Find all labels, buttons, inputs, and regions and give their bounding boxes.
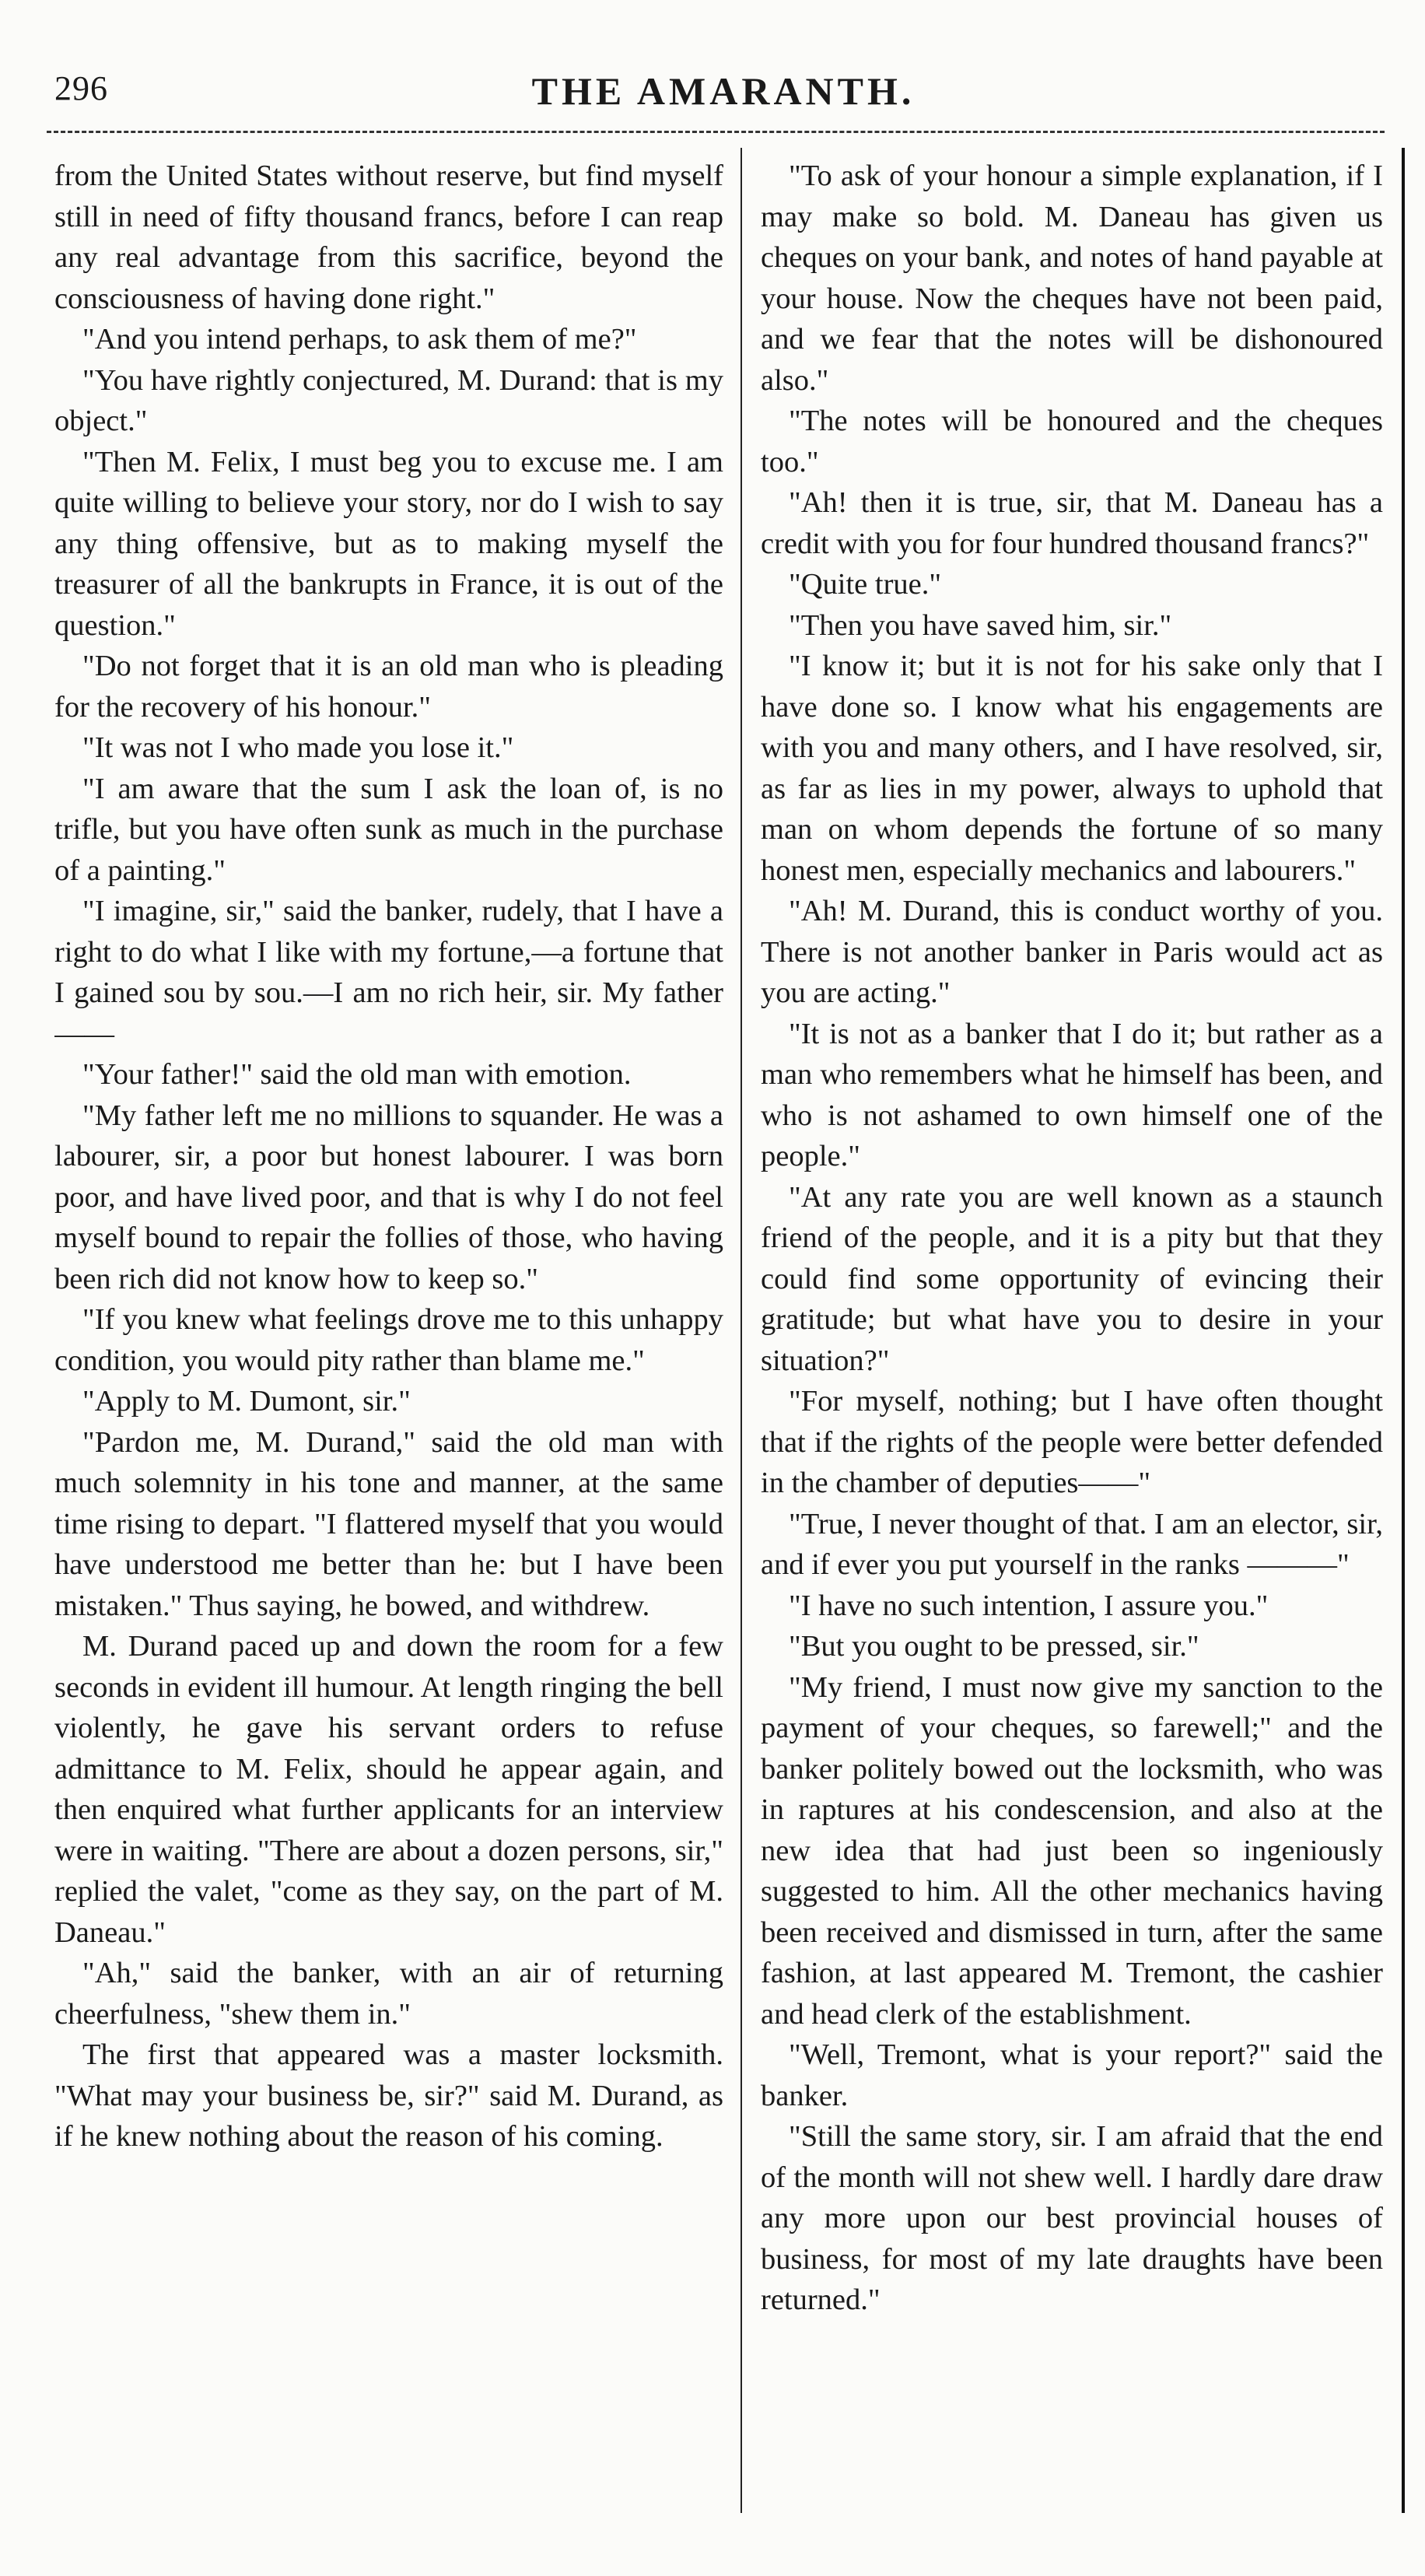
paragraph: "Quite true." [789,568,942,601]
paragraph: M. Durand paced up and down the room for a few seconds in evident ill humour. At length ringing the bell violently, he gave his servant orders to refuse admittance to M. Felix, should he appear again, and then enquired what further applicants for an interview were in waiting. "There are about a dozen persons, sir," replied the valet, "come as they say, on the part of M. Daneau." [54,1630,723,1949]
paragraph: from the United States without reserve, but find myself still in need of fifty thousand francs, before I can reap any real advantage from this sacrifice, beyond the consciousness of having done right." [54,159,723,315]
paragraph: "My father left me no millions to squander. He was a labourer, sir, a poor but honest labourer. I was born poor, and have lived poor, and that is why I do not feel myself bound to repair the follies of those, who having been rich did not know how to keep so." [54,1099,723,1295]
paragraph: "To ask of your honour a simple explanation, if I may make so bold. M. Daneau has given us cheques on your bank, and notes of hand payable at your house. Now the cheques have not been paid, and we fear that the notes will be dishonoured also." [761,159,1383,397]
paragraph: "Ah! M. Durand, this is conduct worthy of you. There is not another banker in Paris would act as you are acting." [761,895,1383,1009]
paragraph: "Well, Tremont, what is your report?" said the banker. [761,2038,1383,2112]
paragraph: "I am aware that the sum I ask the loan of, is no trifle, but you have often sunk as much in the purchase of a painting." [54,772,723,887]
paragraph: "Do not forget that it is an old man who is pleading for the recovery of his honour." [54,650,723,724]
paragraph: "You have rightly conjectured, M. Durand: that is my object." [54,363,723,437]
paragraph: "Then you have saved him, sir." [789,608,1172,642]
paragraph: "I imagine, sir," said the banker, rudely, that I have a right to do what I like with my fortune,—a fortune that I gained sou by sou.—I am no rich heir, sir. My father—— [54,895,723,1050]
paragraph: "Still the same story, sir. I am afraid that the end of the month will not shew well. I hardly dare draw any more upon our best provincial houses of business, for most of my late draughts have been returned." [761,2120,1383,2316]
paragraph: "The notes will be honoured and the cheques too." [761,405,1383,478]
header-rule [47,131,1385,133]
page-edge-rule [1402,148,1405,2513]
paragraph: "Then M. Felix, I must beg you to excuse me. I am quite willing to believe your story, nor do I wish to say any thing offensive, but as to making myself the treasurer of all the bankrupts in France, it is out of the question." [54,445,723,642]
paragraph: "I know it; but it is not for his sake only that I have done so. I know what his engagements are with you and many others, and I have resolved, sir, as far as lies in my power, always to uphold that man on whom depends the fortune of so many honest men, especially mechanics and labourers." [761,650,1383,887]
paragraph: "And you intend perhaps, to ask them of me?" [82,323,637,356]
paragraph: "True, I never thought of that. I am an elector, sir, and if ever you put yourself in the ranks ———" [761,1507,1383,1581]
paragraph: The first that appeared was a master locksmith. "What may your business be, sir?" said M. Durand, as if he knew nothing about the reason of his coming. [54,2038,723,2153]
left-column [54,156,723,2513]
paragraph: "Apply to M. Dumont, sir." [82,1385,411,1418]
column-divider [741,148,742,2513]
paragraph: "At any rate you are well known as a staunch friend of the people, and it is a pity but that they could find some opportunity of evincing their gratitude; but what have you to desire in your situation?" [761,1180,1383,1377]
running-title: THE AMARANTH. [531,69,916,113]
right-column [761,156,1383,2513]
page-header [54,68,1392,123]
paragraph: "It was not I who made you lose it." [82,731,514,764]
paragraph: "My friend, I must now give my sanction to the payment of your cheques, so farewell;" and the banker politely bowed out the locksmith, who was in raptures at his condescension, and also at the new idea that had just been so ingeniously suggested to him. All the other mechanics having been received and dismissed in turn, after the same fashion, at last appeared M. Tremont, the cashier and head clerk of the establishment. [761,1670,1383,2031]
paragraph: "Ah! then it is true, sir, that M. Daneau has a credit with you for four hundred thousand francs?" [761,486,1383,560]
paragraph: "It is not as a banker that I do it; but rather as a man who remembers what he himself has been, and who is not ashamed to own himself one of the people." [761,1017,1383,1172]
paragraph: "If you knew what feelings drove me to this unhappy condition, you would pity rather than blame me." [54,1303,723,1377]
paragraph: "Ah," said the banker, with an air of returning cheerfulness, "shew them in." [54,1957,723,2031]
page-number: 296 [54,69,108,107]
paragraph: "For myself, nothing; but I have often thought that if the rights of the people were better defended in the chamber of deputies——" [761,1385,1383,1499]
paragraph: "Your father!" said the old man with emotion. [82,1058,632,1091]
paragraph: "Pardon me, M. Durand," said the old man with much solemnity in his tone and manner, at the same time rising to depart. "I flattered myself that you would have understood me better than he: but I have been mistaken." Thus saying, he bowed, and withdrew. [54,1425,723,1622]
paragraph: "But you ought to be pressed, sir." [789,1630,1199,1663]
paragraph: "I have no such intention, I assure you." [789,1589,1269,1622]
